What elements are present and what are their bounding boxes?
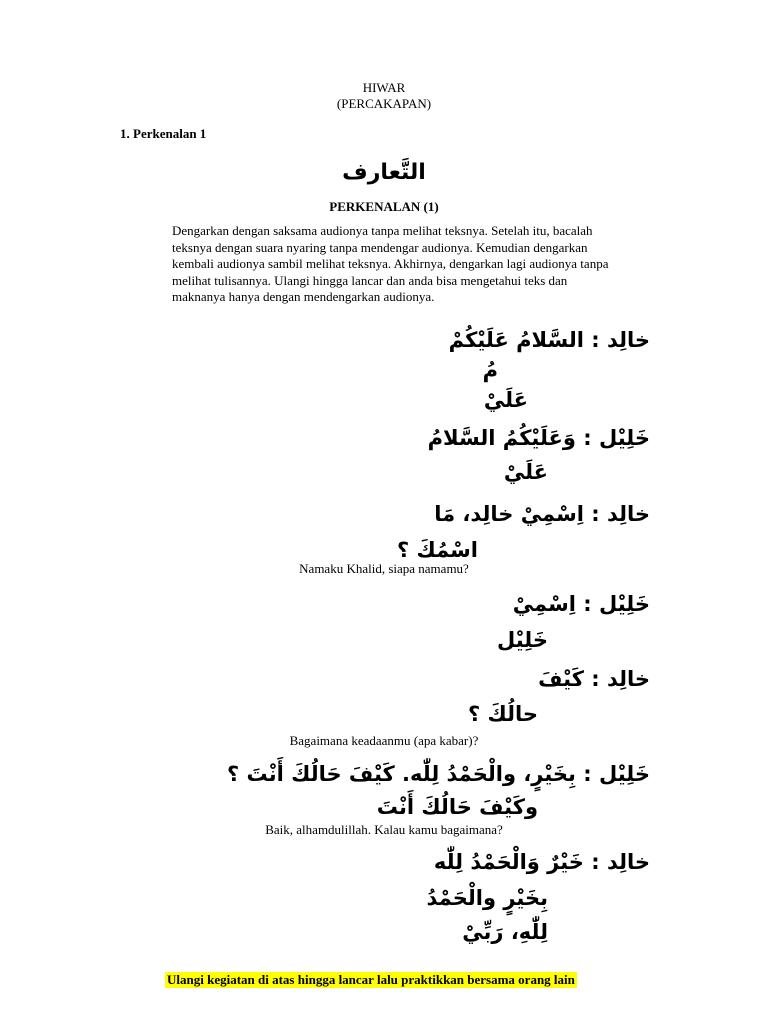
- footer-note: Ulangi kegiatan di atas hingga lancar lalu praktikkan bersama orang lain: [167, 972, 575, 987]
- instructions-paragraph: Dengarkan dengan saksama audionya tanpa melihat teksnya. Setelah itu, bacalah teksnya dengan suara nyaring tanpa mendengar audionya. Kemudian dengarkan kembali audionya sambil melihat teksnya. Akhirnya, dengarkan lagi audionya tanpa melihat tulisannya. Ulangi hingga lancar dan anda bisa mengetahui teks dan maknanya hanya dengan mendengarkan audionya.: [172, 223, 609, 304]
- dialogue-line-khalid-4-cont: بِخَيْرٍ والْحَمْدُ: [426, 886, 548, 910]
- section-heading: 1. Perkenalan 1: [120, 126, 207, 141]
- document-title: HIWAR: [362, 80, 406, 95]
- dialogue-line-khalil-3-cont: وكَيْفَ حَالُكَ أَنْتَ: [376, 795, 538, 819]
- dialogue-line-khalid-3: خالِد : كَيْفَ: [538, 667, 650, 691]
- translation-3: Baik, alhamdulillah. Kalau kamu bagaimana?: [265, 822, 503, 837]
- document-subtitle: (PERCAKAPAN): [336, 96, 432, 111]
- subheading: PERKENALAN (1): [329, 199, 439, 214]
- dialogue-line-khalil-1-cont: عَلَيْ: [503, 460, 548, 484]
- dialogue-line-khalid-2-cont: اسْمُكَ ؟: [397, 538, 478, 562]
- dialogue-line-khalid-1-cont2: عَلَيْ: [483, 388, 528, 412]
- dialogue-line-khalil-2-cont: خَلِيْل: [496, 628, 548, 652]
- dialogue-line-khalid-3-cont: حالُكَ ؟: [468, 702, 538, 726]
- dialogue-line-khalid-2: خالِد : اِسْمِيْ خالِد، مَا: [434, 502, 650, 526]
- dialogue-line-khalil-1: خَلِيْل : وَعَلَيْكُمُ السَّلامُ: [427, 426, 650, 450]
- arabic-title: التَّعارف: [342, 160, 426, 185]
- dialogue-line-khalid-4: خالِد : خَيْرٌ وَالْحَمْدُ لِلّٰه: [433, 850, 650, 874]
- dialogue-line-khalid-1-cont: مُ: [482, 358, 498, 382]
- translation-1: Namaku Khalid, siapa namamu?: [299, 561, 469, 576]
- dialogue-line-khalil-2: خَلِيْل : اِسْمِيْ: [512, 592, 650, 616]
- dialogue-line-khalid-4-cont2: لِلّٰهِ، رَبِّيْ: [462, 920, 548, 944]
- translation-2: Bagaimana keadaanmu (apa kabar)?: [289, 733, 479, 748]
- dialogue-line-khalid-1: خالِد : السَّلامُ عَلَيْكُمْ: [448, 328, 650, 352]
- dialogue-line-khalil-3: خَلِيْل : بِخَيْرٍ، والْحَمْدُ لِلّٰه. كَيْفَ حَالُكَ أَنْتَ ؟: [227, 762, 650, 786]
